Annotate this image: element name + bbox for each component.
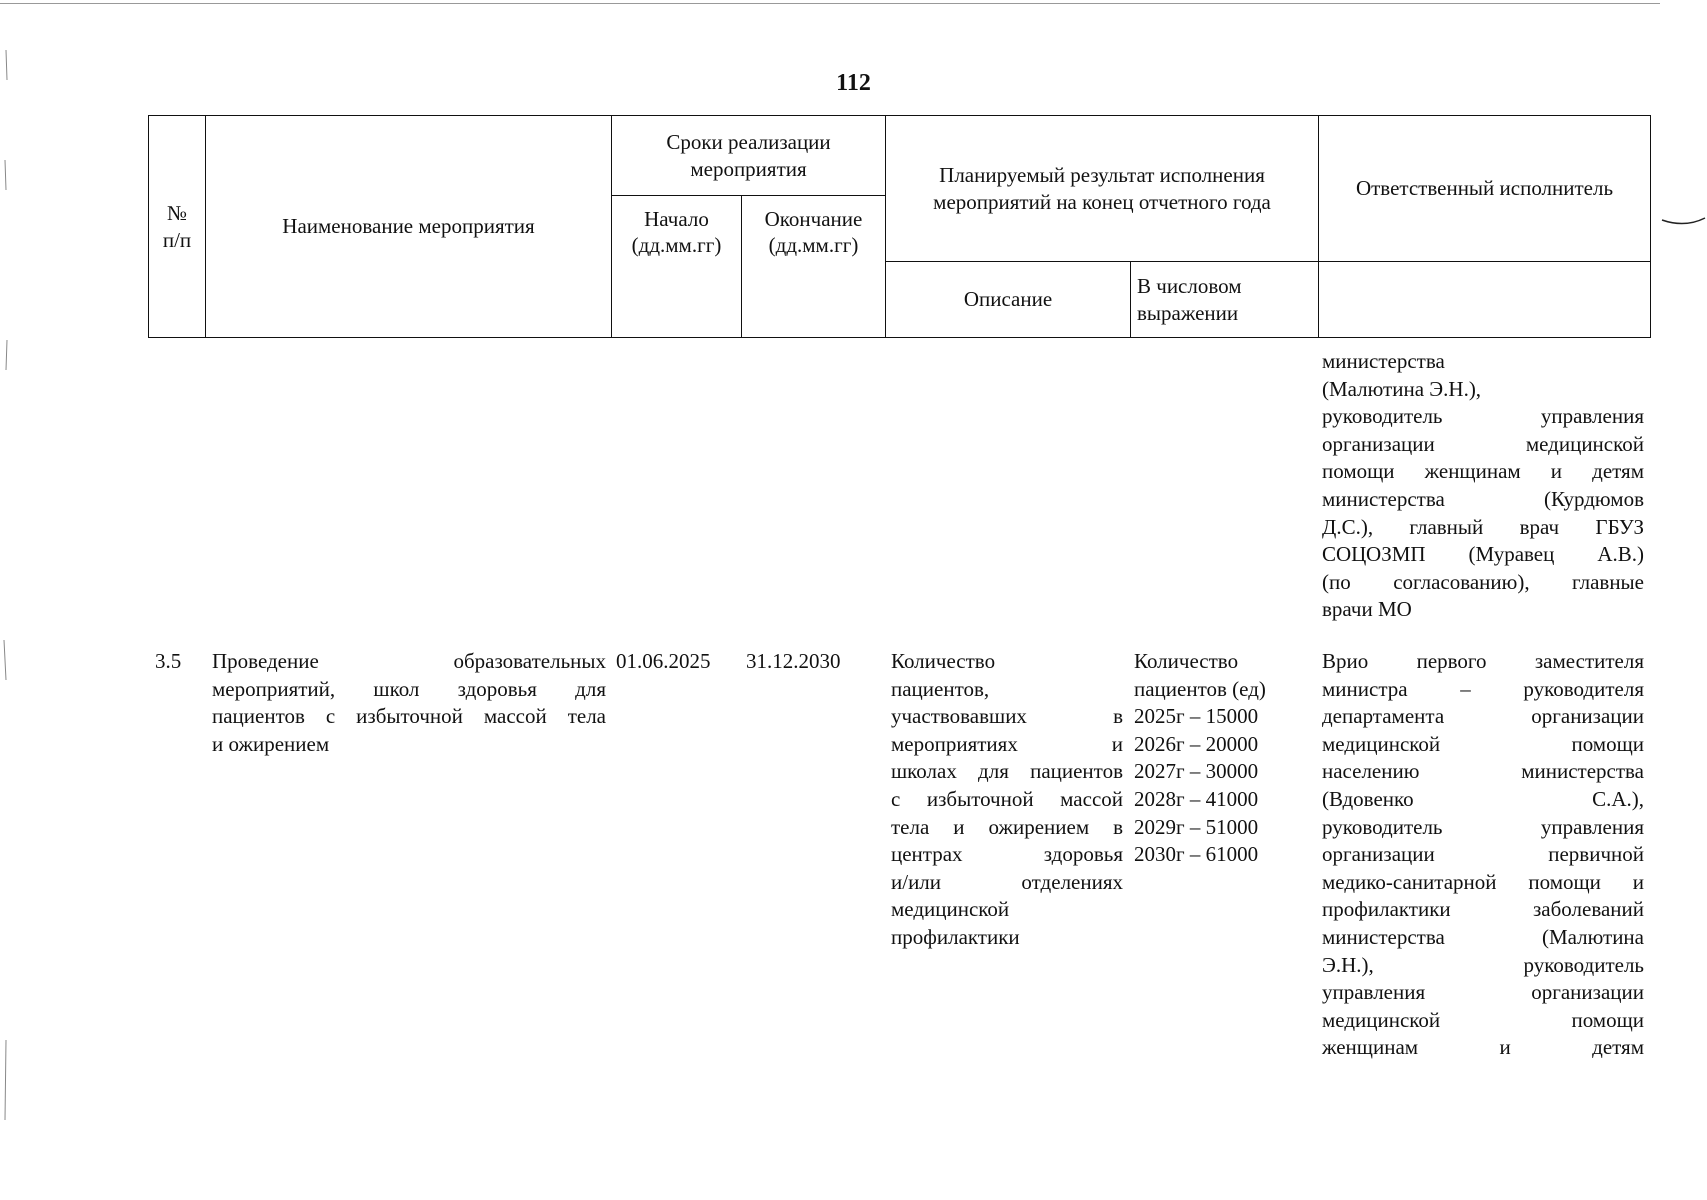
scan-top-border bbox=[0, 3, 1660, 4]
header-terms: Сроки реализации мероприятия bbox=[612, 116, 886, 196]
header-responsible: Ответственный исполнитель bbox=[1319, 116, 1651, 262]
header-result: Планируемый результат исполнения мероприятий на конец отчетного года bbox=[886, 116, 1319, 262]
table-header bbox=[148, 115, 1651, 338]
header-responsible-sub bbox=[1319, 262, 1651, 338]
row-3-5-name: Проведение образовательных мероприятий, школ здоровья для пациентов с избыточной массой тела и ожирением bbox=[212, 649, 606, 756]
header-start: Начало (дд.мм.гг) bbox=[612, 196, 742, 338]
header-end: Окончание (дд.мм.гг) bbox=[742, 196, 886, 338]
scan-left-edge-noise bbox=[0, 40, 14, 1160]
continuation-responsible: министерства (Малютина Э.Н.), руководитель управления организации медицинской помощи женщинам и детям министерства (Курдюмов Д.С.), главный врач ГБУЗ СОЦОЗМП (Муравец А.В.) (по согласованию), главные врачи МО bbox=[1322, 349, 1644, 622]
page-number: 112 bbox=[836, 70, 871, 96]
row-3-5-start: 01.06.2025 bbox=[616, 649, 711, 673]
row-3-5-end: 31.12.2030 bbox=[746, 649, 841, 673]
scan-edge-mark bbox=[1660, 200, 1707, 240]
header-description: Описание bbox=[886, 262, 1131, 338]
header-name: Наименование мероприятия bbox=[206, 116, 612, 338]
header-numeric: В числовом выражении bbox=[1131, 262, 1319, 338]
row-3-5-responsible: Врио первого заместителя министра – руководителя департамента организации медицинской помощи населению министерства (Вдовенко С.А.), руководитель управления организации первичной медико-санитарной помощи и профилактики заболеваний министерства (Малютина Э.Н.), руководитель управления организации медицинской помощи женщинам и детям bbox=[1322, 649, 1644, 1060]
row-3-5-description: Количество пациентов, участвовавших в мероприятиях и школах для пациентов с избыточной массой тела и ожирением в центрах здоровья и/или отделениях медицинской профилактики bbox=[891, 649, 1123, 949]
header-num: № п/п bbox=[149, 116, 206, 338]
row-3-5-numeric: Количество пациентов (ед) 2025г – 15000 2026г – 20000 2027г – 30000 2028г – 41000 2029г – 51000 2030г – 61000 bbox=[1134, 649, 1266, 867]
row-3-5-num: 3.5 bbox=[155, 649, 182, 673]
